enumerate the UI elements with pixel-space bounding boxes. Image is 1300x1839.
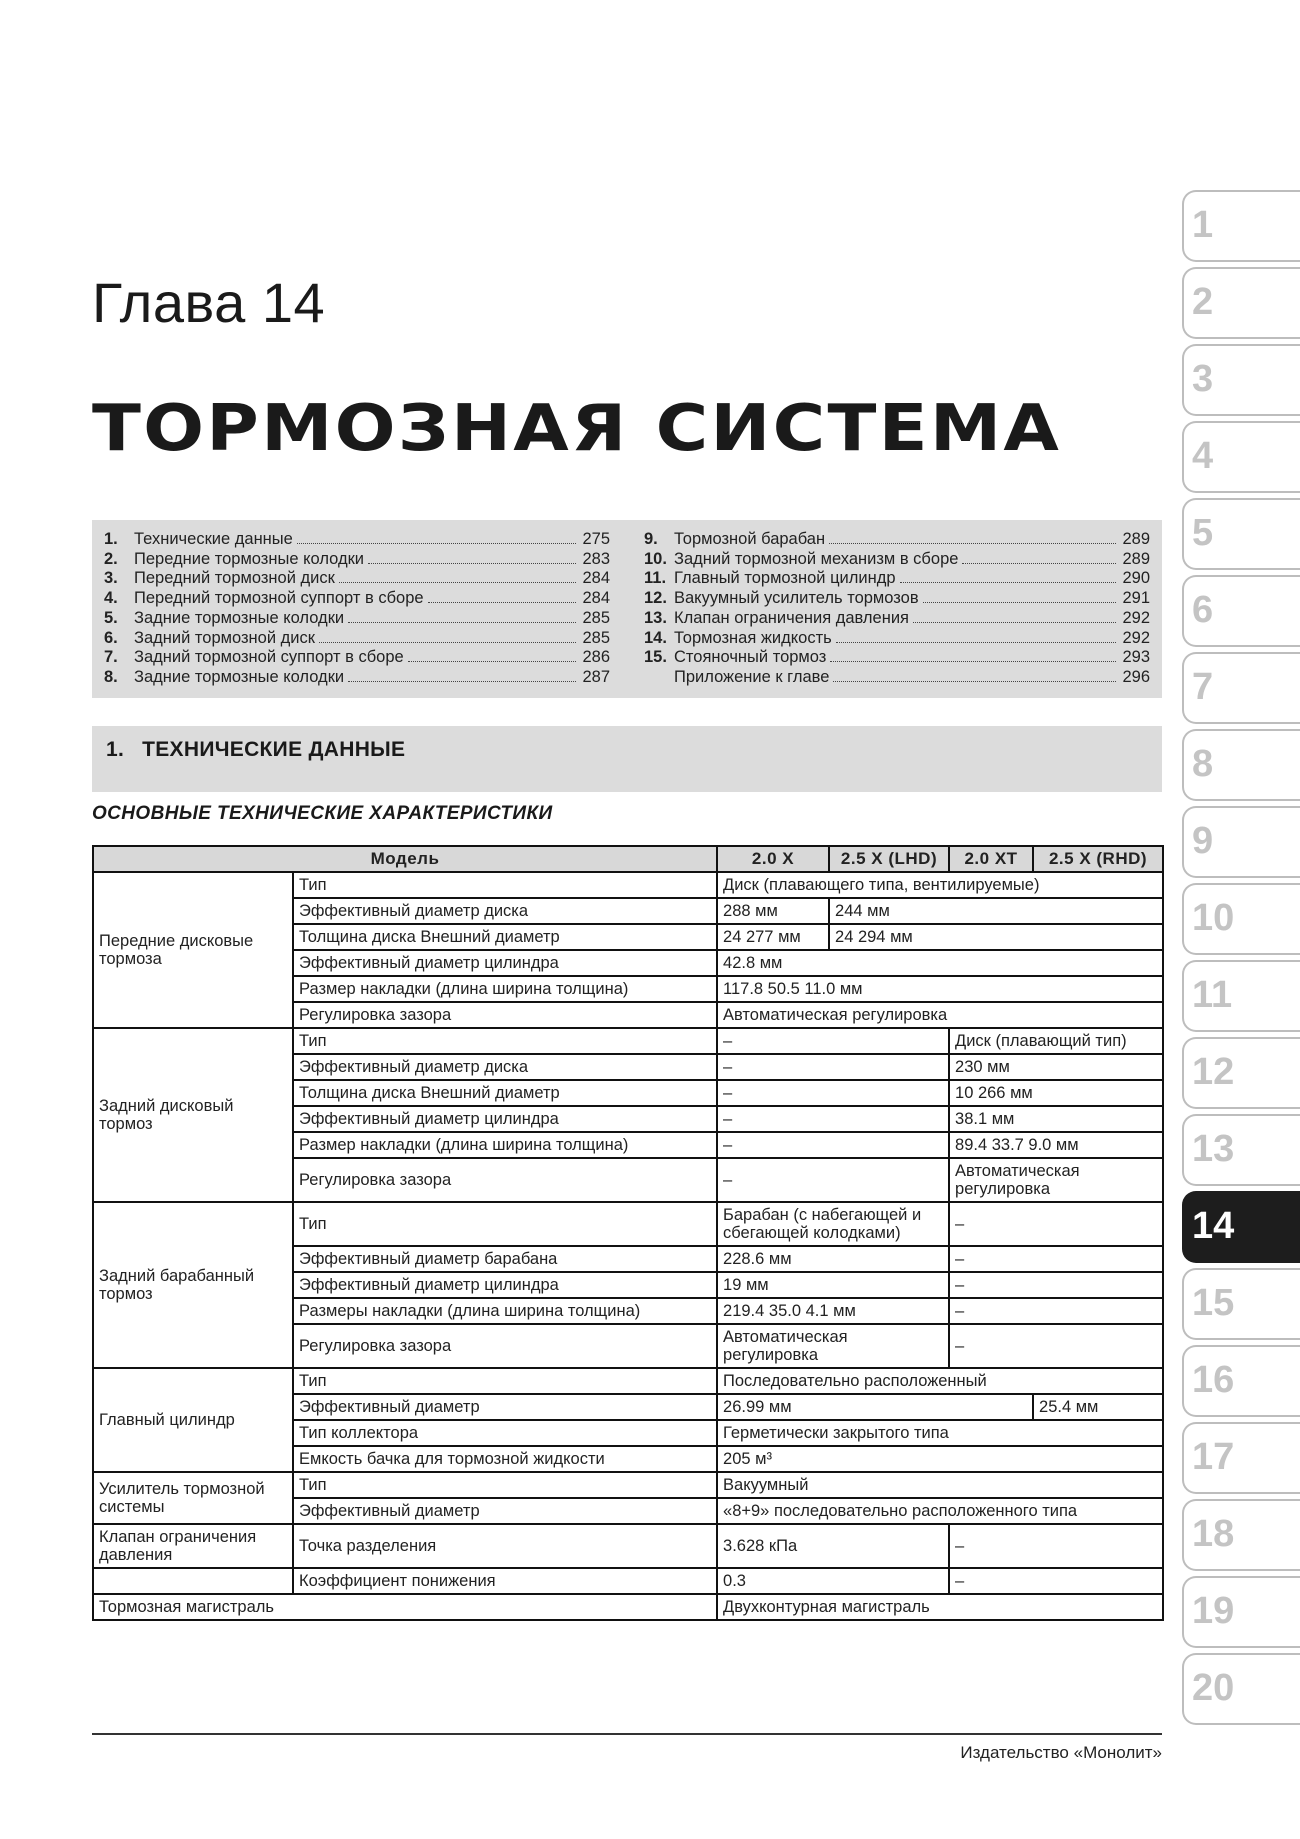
param-cell: Регулировка зазора xyxy=(293,1158,717,1202)
value-cell: 0.3 xyxy=(717,1568,949,1594)
section-number: 1. xyxy=(106,738,125,761)
header-col-1: 2.0 X xyxy=(717,846,829,872)
toc-entry[interactable] xyxy=(644,609,1150,629)
chapter-tab-5[interactable]: 5 xyxy=(1182,498,1300,570)
table-row xyxy=(93,1368,1163,1394)
chapter-tab-2[interactable]: 2 xyxy=(1182,267,1300,339)
value-cell: – xyxy=(717,1028,949,1054)
value-cell: – xyxy=(717,1106,949,1132)
value-cell: 3.628 кПа xyxy=(717,1524,949,1568)
value-cell: 24 277 мм xyxy=(717,924,829,950)
toc-num: 2. xyxy=(104,549,118,568)
header-col-3: 2.0 XT xyxy=(949,846,1033,872)
param-cell: Тип xyxy=(293,872,717,898)
toc-entry[interactable] xyxy=(104,609,610,629)
toc-entry[interactable] xyxy=(104,589,610,609)
toc-page: 283 xyxy=(582,549,610,568)
group-label: Главный цилиндр xyxy=(93,1368,293,1472)
toc-entry[interactable] xyxy=(644,550,1150,570)
chapter-tab-16[interactable]: 16 xyxy=(1182,1345,1300,1417)
value-cell: – xyxy=(949,1324,1163,1368)
toc-text: Технические данные xyxy=(134,530,293,548)
param-cell: Толщина диска Внешний диаметр xyxy=(293,924,717,950)
chapter-tab-8[interactable]: 8 xyxy=(1182,729,1300,801)
toc-leader xyxy=(830,661,1116,662)
value-cell: 19 мм xyxy=(717,1272,949,1298)
group-label: Задний барабанный тормоз xyxy=(93,1202,293,1368)
chapter-tab-17[interactable]: 17 xyxy=(1182,1422,1300,1494)
table-row xyxy=(93,1524,1163,1568)
table-row xyxy=(93,1202,1163,1246)
toc-entry[interactable] xyxy=(104,648,610,668)
toc-entry[interactable] xyxy=(104,629,610,649)
value-cell: 25.4 мм xyxy=(1033,1394,1163,1420)
toc-leader xyxy=(368,563,576,564)
group-label: Передние дисковые тормоза xyxy=(93,872,293,1028)
toc-page: 286 xyxy=(582,648,610,667)
toc-num: 1. xyxy=(104,530,118,548)
toc-leader xyxy=(829,543,1116,544)
param-cell: Тип xyxy=(293,1028,717,1054)
value-cell: – xyxy=(949,1568,1163,1594)
publisher-footer: Издательство «Монолит» xyxy=(960,1743,1162,1762)
toc-text: Задние тормозные колодки xyxy=(134,608,345,627)
param-cell: Эффективный диаметр xyxy=(293,1394,717,1420)
value-cell: 288 мм xyxy=(717,898,829,924)
value-cell: 230 мм xyxy=(949,1054,1163,1080)
table-row xyxy=(93,1472,1163,1498)
toc-entry[interactable] xyxy=(104,550,610,570)
group-label: Задний дисковый тормоз xyxy=(93,1028,293,1202)
toc-entry[interactable] xyxy=(644,589,1150,609)
toc-text: Задние тормозные колодки xyxy=(134,667,345,686)
value-cell: Автоматическая регулировка xyxy=(717,1324,949,1368)
toc-page: 284 xyxy=(582,589,610,608)
toc-leader xyxy=(297,543,576,544)
toc-page: 291 xyxy=(1122,589,1150,608)
value-cell: «8+9» последовательно расположенного типа xyxy=(717,1498,1163,1524)
table-row xyxy=(93,1568,1163,1594)
toc-text: Задний тормозной диск xyxy=(134,628,315,647)
chapter-tab-20[interactable]: 20 xyxy=(1182,1653,1300,1725)
value-cell: 89.4 33.7 9.0 мм xyxy=(949,1132,1163,1158)
value-cell: – xyxy=(949,1202,1163,1246)
toc-page: 289 xyxy=(1122,530,1150,548)
toc-page: 275 xyxy=(582,530,610,548)
toc-num: 4. xyxy=(104,589,118,608)
value-cell: – xyxy=(949,1246,1163,1272)
param-cell: Эффективный диаметр цилиндра xyxy=(293,1106,717,1132)
toc-num: 7. xyxy=(104,648,118,667)
toc-leader xyxy=(833,681,1116,682)
empty-cell xyxy=(93,1568,293,1594)
chapter-tab-7[interactable]: 7 xyxy=(1182,652,1300,724)
toc-entry[interactable] xyxy=(104,668,610,688)
sub-heading: ОСНОВНЫЕ ТЕХНИЧЕСКИЕ ХАРАКТЕРИСТИКИ xyxy=(92,803,553,824)
chapter-tab-15[interactable]: 15 xyxy=(1182,1268,1300,1340)
toc-leader xyxy=(900,582,1117,583)
value-cell: 228.6 мм xyxy=(717,1246,949,1272)
value-cell: 24 294 мм xyxy=(829,924,1163,950)
value-cell: Вакуумный xyxy=(717,1472,1163,1498)
table-row xyxy=(93,872,1163,898)
toc-text: Передний тормозной суппорт в сборе xyxy=(134,589,424,608)
param-cell: Толщина диска Внешний диаметр xyxy=(293,1080,717,1106)
value-cell: 117.8 50.5 11.0 мм xyxy=(717,976,1163,1002)
value-cell: 219.4 35.0 4.1 мм xyxy=(717,1298,949,1324)
param-cell: Регулировка зазора xyxy=(293,1002,717,1028)
header-col-4: 2.5 X (RHD) xyxy=(1033,846,1163,872)
toc-entry[interactable] xyxy=(104,530,610,550)
param-cell: Тип xyxy=(293,1368,717,1394)
param-cell: Емкость бачка для тормозной жидкости xyxy=(293,1446,717,1472)
toc-column-right xyxy=(644,530,1150,688)
param-cell: Тип xyxy=(293,1202,717,1246)
toc-page: 284 xyxy=(582,569,610,588)
chapter-tab-13[interactable]: 13 xyxy=(1182,1114,1300,1186)
section-heading xyxy=(92,726,1162,792)
toc-page: 293 xyxy=(1122,648,1150,667)
param-cell: Эффективный диаметр диска xyxy=(293,1054,717,1080)
param-cell: Тип коллектора xyxy=(293,1420,717,1446)
chapter-tab-1[interactable]: 1 xyxy=(1182,190,1300,262)
toc-leader xyxy=(339,582,576,583)
value-cell: – xyxy=(949,1524,1163,1568)
param-cell: Тормозная магистраль xyxy=(93,1594,717,1620)
toc-num: 11. xyxy=(644,569,667,588)
toc-text: Передний тормозной диск xyxy=(134,569,335,588)
toc-page: 285 xyxy=(582,608,610,627)
chapter-label: Глава 14 xyxy=(92,271,326,334)
param-cell: Эффективный диаметр цилиндра xyxy=(293,1272,717,1298)
toc-num: 8. xyxy=(104,667,118,686)
toc-page: 289 xyxy=(1122,549,1150,568)
chapter-tab-11[interactable]: 11 xyxy=(1182,960,1300,1032)
param-cell: Тип xyxy=(293,1472,717,1498)
footer-divider xyxy=(92,1733,1162,1735)
chapter-tab-4[interactable]: 4 xyxy=(1182,421,1300,493)
value-cell: – xyxy=(717,1158,949,1202)
header-col-2: 2.5 X (LHD) xyxy=(829,846,949,872)
value-cell: – xyxy=(717,1132,949,1158)
toc-text: Главный тормозной цилиндр xyxy=(674,569,896,588)
chapter-tab-12[interactable]: 12 xyxy=(1182,1037,1300,1109)
value-cell: Автоматическая регулировка xyxy=(717,1002,1163,1028)
toc-text: Приложение к главе xyxy=(674,667,830,686)
toc-leader xyxy=(962,563,1116,564)
group-label: Клапан ограничения давления xyxy=(93,1524,293,1568)
toc-entry[interactable] xyxy=(644,530,1150,550)
toc-leader xyxy=(348,622,576,623)
toc-page: 292 xyxy=(1122,608,1150,627)
toc-text: Передние тормозные колодки xyxy=(134,549,365,568)
param-cell: Эффективный диаметр барабана xyxy=(293,1246,717,1272)
toc-page: 287 xyxy=(582,667,610,686)
toc-text: Тормозной барабан xyxy=(674,530,826,548)
toc-num: 9. xyxy=(644,530,658,548)
value-cell: – xyxy=(949,1298,1163,1324)
chapter-tab-19[interactable]: 19 xyxy=(1182,1576,1300,1648)
toc-page: 290 xyxy=(1122,569,1150,588)
param-cell: Эффективный диаметр диска xyxy=(293,898,717,924)
toc-num: 12. xyxy=(644,589,667,608)
chapter-tab-3[interactable]: 3 xyxy=(1182,344,1300,416)
value-cell: 38.1 мм xyxy=(949,1106,1163,1132)
toc-leader xyxy=(348,681,576,682)
toc-entry[interactable] xyxy=(644,569,1150,589)
toc-entry[interactable] xyxy=(104,569,610,589)
toc-leader xyxy=(913,622,1116,623)
value-cell: Барабан (с набегающей и сбегающей колодками) xyxy=(717,1202,949,1246)
toc-text: Стояночный тормоз xyxy=(674,648,827,667)
toc-text: Клапан ограничения давления xyxy=(674,608,909,627)
value-cell: – xyxy=(717,1080,949,1106)
header-model: Модель xyxy=(93,846,717,872)
param-cell: Размер накладки (длина ширина толщина) xyxy=(293,1132,717,1158)
toc-num: 15. xyxy=(644,648,667,667)
toc-entry[interactable] xyxy=(644,668,1150,688)
toc-column-left xyxy=(104,530,610,688)
chapter-tab-6[interactable]: 6 xyxy=(1182,575,1300,647)
table-row xyxy=(93,1594,1163,1620)
toc-num: 14. xyxy=(644,628,667,647)
table-row xyxy=(93,1028,1163,1054)
toc-num: 6. xyxy=(104,628,118,647)
param-cell: Коэффициент понижения xyxy=(293,1568,717,1594)
value-cell: 205 м³ xyxy=(717,1446,1163,1472)
value-cell: Двухконтурная магистраль xyxy=(717,1594,1163,1620)
toc-num: 10. xyxy=(644,549,667,568)
toc-leader xyxy=(923,602,1116,603)
toc-leader xyxy=(408,661,576,662)
toc-num: 5. xyxy=(104,608,118,627)
toc-page: 292 xyxy=(1122,628,1150,647)
toc-leader xyxy=(836,642,1116,643)
toc-num: 3. xyxy=(104,569,118,588)
toc-text: Вакуумный усилитель тормозов xyxy=(674,589,919,608)
param-cell: Эффективный диаметр xyxy=(293,1498,717,1524)
param-cell: Размеры накладки (длина ширина толщина) xyxy=(293,1298,717,1324)
spec-table xyxy=(92,845,1164,1621)
chapter-tab-10[interactable]: 10 xyxy=(1182,883,1300,955)
param-cell: Точка разделения xyxy=(293,1524,717,1568)
value-cell: Диск (плавающего типа, вентилируемые) xyxy=(717,872,1163,898)
toc-entry[interactable] xyxy=(644,648,1150,668)
value-cell: Последовательно расположенный xyxy=(717,1368,1163,1394)
value-cell: – xyxy=(949,1272,1163,1298)
toc-page: 296 xyxy=(1122,667,1150,686)
toc-num: 13. xyxy=(644,608,667,627)
value-cell: Герметически закрытого типа xyxy=(717,1420,1163,1446)
toc-text: Задний тормозной суппорт в сборе xyxy=(134,648,404,667)
value-cell: Диск (плавающий тип) xyxy=(949,1028,1163,1054)
toc-leader xyxy=(319,642,576,643)
toc-leader xyxy=(428,602,576,603)
value-cell: 10 266 мм xyxy=(949,1080,1163,1106)
chapter-title: ТОРМОЗНАЯ СИСТЕМА xyxy=(92,392,1062,466)
section-title: ТЕХНИЧЕСКИЕ ДАННЫЕ xyxy=(142,738,406,761)
value-cell: 42.8 мм xyxy=(717,950,1163,976)
value-cell: Автоматическая регулировка xyxy=(949,1158,1163,1202)
group-label: Усилитель тормозной системы xyxy=(93,1472,293,1524)
param-cell: Размер накладки (длина ширина толщина) xyxy=(293,976,717,1002)
param-cell: Эффективный диаметр цилиндра xyxy=(293,950,717,976)
table-of-contents xyxy=(92,520,1162,698)
toc-text: Тормозная жидкость xyxy=(674,628,832,647)
chapter-tab-18[interactable]: 18 xyxy=(1182,1499,1300,1571)
chapter-tab-9[interactable]: 9 xyxy=(1182,806,1300,878)
value-cell: 26.99 мм xyxy=(717,1394,1033,1420)
toc-page: 285 xyxy=(582,628,610,647)
toc-text: Задний тормозной механизм в сборе xyxy=(674,549,959,568)
toc-entry[interactable] xyxy=(644,629,1150,649)
chapter-tab-14[interactable]: 14 xyxy=(1182,1191,1300,1263)
value-cell: – xyxy=(717,1054,949,1080)
value-cell: 244 мм xyxy=(829,898,1163,924)
param-cell: Регулировка зазора xyxy=(293,1324,717,1368)
